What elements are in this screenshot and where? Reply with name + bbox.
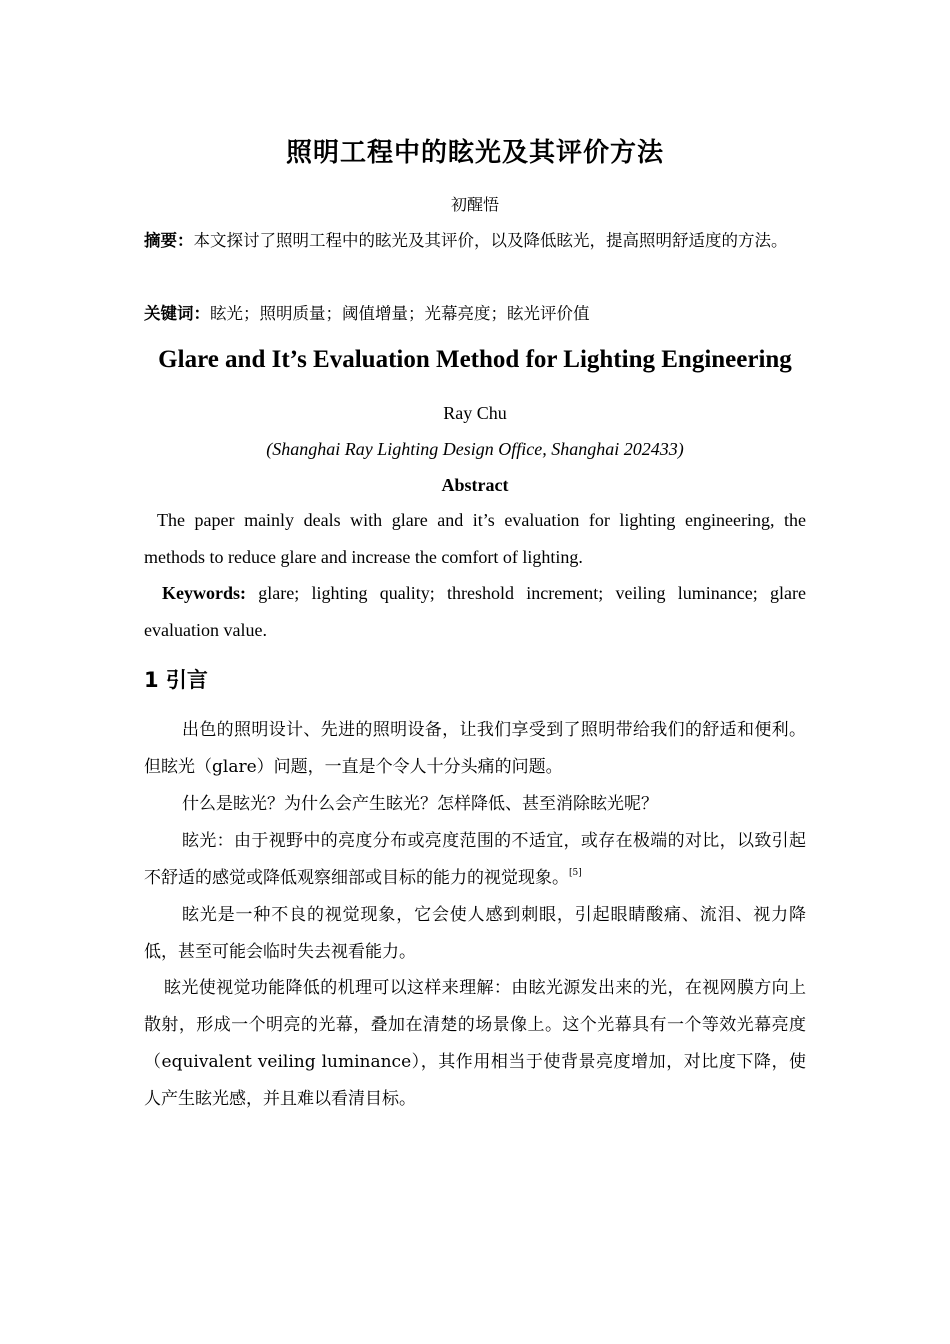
chinese-abstract-label: 摘要： — [144, 231, 194, 250]
chinese-keywords — [144, 295, 806, 332]
intro-paragraph-2: 什么是眩光？为什么会产生眩光？怎样降低、甚至消除眩光呢？ — [182, 794, 658, 814]
chinese-keywords-text: 眩光；照明质量；阈值增量；光幕亮度；眩光评价值 — [210, 304, 590, 323]
english-keywords-label: Keywords: — [162, 583, 246, 603]
citation-ref: [5] — [569, 868, 582, 878]
chinese-author: 初醒悟 — [450, 195, 499, 214]
intro-paragraph-3 — [144, 823, 806, 897]
intro-paragraph-5: 眩光使视觉功能降低的机理可以这样来理解：由眩光源发出来的光，在视网膜方向上散射，形成一个明亮的光幕，叠加在清楚的场景像上。这个光幕具有一个等效光幕亮度（equivalent veiling luminance），其作用相当于使背景亮度增加，对比度下降，使人产生眩光感，并且难以看清目标。 — [144, 978, 806, 1109]
intro-paragraph-1: 出色的照明设计、先进的照明设备，让我们享受到了照明带给我们的舒适和便利。但眩光（glare）问题，一直是个令人十分头痛的问题。 — [144, 720, 806, 777]
english-abstract-heading: Abstract — [441, 475, 509, 495]
glare-definition-text: 眩光：由于视野中的亮度分布或亮度范围的不适宜，或存在极端的对比，以致引起不舒适的感觉或降低观察细部或目标的能力的视觉现象。 — [144, 831, 806, 888]
english-title: Glare and It’s Evaluation Method for Lighting Engineering — [158, 346, 792, 373]
english-affiliation: (Shanghai Ray Lighting Design Office, Shanghai 202433) — [266, 439, 684, 459]
chinese-keywords-label: 关键词： — [144, 304, 210, 323]
chinese-title: 照明工程中的眩光及其评价方法 — [285, 138, 664, 168]
chinese-abstract-text: 本文探讨了照明工程中的眩光及其评价，以及降低眩光，提高照明舒适度的方法。 — [193, 231, 788, 250]
chinese-abstract — [144, 222, 806, 259]
english-keywords-text: glare; lighting quality; threshold increment; veiling luminance; glare evaluation value. — [144, 583, 806, 640]
intro-paragraph-4: 眩光是一种不良的视觉现象，它会使人感到刺眼，引起眼睛酸痛、流泪、视力降低，甚至可能会临时失去视看能力。 — [144, 905, 806, 962]
section-heading-introduction: 1 引言 — [144, 668, 208, 692]
english-keywords — [144, 575, 806, 649]
english-abstract-text: The paper mainly deals with glare and it’s evaluation for lighting engineering, the methods to reduce glare and increase the comfort of lighting. — [144, 510, 806, 567]
english-author: Ray Chu — [443, 403, 507, 423]
